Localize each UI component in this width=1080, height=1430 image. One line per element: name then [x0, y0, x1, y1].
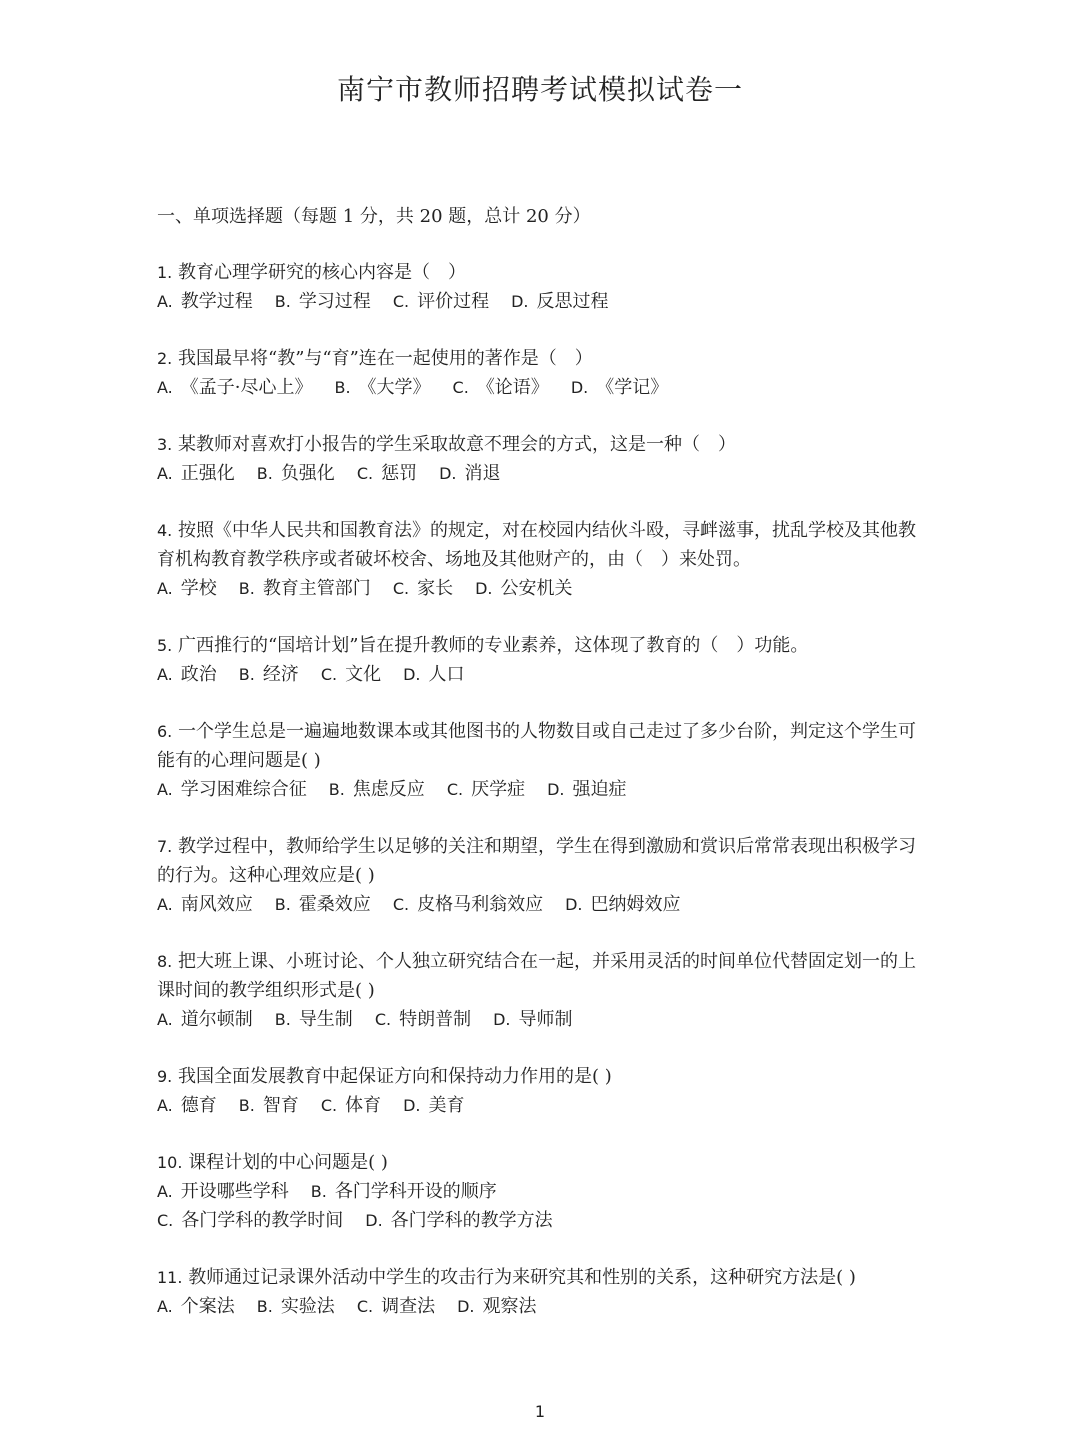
option-letter: A.: [157, 378, 173, 397]
question-number: 2.: [157, 349, 173, 368]
option-letter: B.: [334, 378, 351, 397]
option-line: [157, 459, 927, 488]
question-stem: 广西推行的“国培计划”旨在提升教师的专业素养，这体现了教育的（ ）功能。: [178, 635, 809, 656]
option-text: 人口: [428, 664, 465, 685]
option-line: [157, 287, 927, 316]
answer-option: [475, 574, 572, 603]
option-text: 皮格马利翁效应: [417, 894, 544, 915]
option-text: 经济: [262, 664, 299, 685]
option-text: 《大学》: [358, 377, 431, 398]
option-letter: A.: [157, 464, 173, 483]
question-stem: 把大班上课、小班讨论、个人独立研究结合在一起，并采用灵活的时间单位代替固定划一的上课时间的教学组织形式是( ): [157, 951, 916, 1001]
answer-option: [157, 1177, 289, 1206]
option-letter: A.: [157, 579, 173, 598]
option-letter: C.: [392, 579, 410, 598]
question-stem: 我国最早将“教”与“育”连在一起使用的著作是（ ）: [178, 348, 593, 369]
question-item: [157, 717, 927, 804]
answer-option: [547, 775, 626, 804]
option-text: 德育: [180, 1095, 217, 1116]
option-line: [157, 574, 927, 603]
question-stem: 一个学生总是一遍遍地数课本或其他图书的人物数目或自己走过了多少台阶，判定这个学生可能有的心理问题是( ): [157, 721, 916, 771]
option-text: 道尔顿制: [180, 1009, 253, 1030]
answer-option: [257, 1292, 335, 1321]
option-text: 消退: [464, 463, 501, 484]
option-letter: D.: [570, 378, 589, 397]
answer-option: [321, 660, 381, 689]
option-text: 负强化: [280, 463, 335, 484]
answer-option: [393, 287, 489, 316]
page-title: 南宁市教师招聘考试模拟试卷一: [336, 73, 743, 106]
question-item: [157, 947, 927, 1034]
option-line: [157, 660, 927, 689]
question-item: [157, 1148, 927, 1235]
question-stem: 教学过程中，教师给学生以足够的关注和期望，学生在得到激励和赏识后常常表现出积极学习的行为。这种心理效应是( ): [157, 836, 916, 886]
option-text: 《学记》: [596, 377, 669, 398]
answer-option: [239, 660, 299, 689]
option-letter: B.: [274, 895, 291, 914]
option-text: 公安机关: [500, 578, 573, 599]
option-line: [157, 775, 927, 804]
option-text: 学习过程: [298, 291, 371, 312]
question-number: 5.: [157, 636, 173, 655]
answer-option: [275, 890, 371, 919]
question-text: [157, 1148, 927, 1177]
question-text: [157, 344, 927, 373]
option-text: 文化: [345, 664, 382, 685]
option-letter: A.: [157, 1297, 173, 1316]
option-text: 学习困难综合征: [180, 779, 307, 800]
question-text: [157, 430, 927, 459]
question-text: [157, 258, 927, 287]
question-item: [157, 631, 927, 689]
option-text: 《孟子·尽心上》: [180, 377, 313, 398]
option-letter: D.: [403, 665, 421, 684]
question-item: [157, 1062, 927, 1120]
option-letter: A.: [157, 1010, 173, 1029]
answer-option: [357, 1292, 435, 1321]
question-text: [157, 1062, 927, 1091]
option-line: [157, 1177, 927, 1206]
option-letter: C.: [392, 292, 410, 311]
answer-option: [157, 287, 253, 316]
option-line: [157, 890, 927, 919]
section-header: 一、单项选择题（每题 1 分，共 20 题，总计 20 分）: [157, 206, 591, 227]
option-text: 特朗普制: [399, 1009, 472, 1030]
answer-option: [565, 890, 680, 919]
question-stem: 教师通过记录课外活动中学生的攻击行为来研究其和性别的关系，这种研究方法是( ): [188, 1267, 856, 1288]
option-letter: D.: [475, 579, 493, 598]
question-stem: 某教师对喜欢打小报告的学生采取故意不理会的方式，这是一种（ ）: [178, 434, 736, 455]
option-text: 巴纳姆效应: [590, 894, 681, 915]
option-text: 厌学症: [471, 779, 526, 800]
option-letter: D.: [439, 464, 457, 483]
option-text: 教育主管部门: [262, 578, 371, 599]
question-stem: 我国全面发展教育中起保证方向和保持动力作用的是( ): [178, 1066, 612, 1087]
question-stem: 按照《中华人民共和国教育法》的规定，对在校园内结伙斗殴，寻衅滋事，扰乱学校及其他教育机构教育教学秩序或者破坏校舍、场地及其他财产的，由（ ）来处罚。: [157, 520, 916, 570]
option-letter: D.: [547, 780, 565, 799]
answer-option: [453, 373, 549, 402]
option-letter: C.: [446, 780, 464, 799]
answer-option: [365, 1206, 552, 1235]
option-text: 体育: [345, 1095, 382, 1116]
question-number: 1.: [157, 263, 173, 282]
question-number: 9.: [157, 1067, 173, 1086]
option-letter: C.: [356, 1297, 374, 1316]
option-letter: A.: [157, 1096, 173, 1115]
option-text: 评价过程: [417, 291, 490, 312]
question-text: [157, 631, 927, 660]
answer-option: [157, 1206, 343, 1235]
option-letter: C.: [392, 895, 410, 914]
option-letter: B.: [310, 1182, 327, 1201]
option-line: [157, 1292, 927, 1321]
option-letter: D.: [403, 1096, 421, 1115]
option-letter: D.: [511, 292, 529, 311]
option-letter: B.: [274, 1010, 291, 1029]
option-letter: D.: [493, 1010, 511, 1029]
option-line: [157, 373, 927, 402]
option-letter: A.: [157, 780, 173, 799]
answer-option: [493, 1005, 572, 1034]
answer-option: [439, 459, 500, 488]
option-letter: A.: [157, 1182, 173, 1201]
question-stem: 教育心理学研究的核心内容是（ ）: [178, 262, 466, 283]
answer-option: [571, 373, 668, 402]
answer-option: [157, 373, 312, 402]
question-item: [157, 344, 927, 402]
option-letter: B.: [238, 579, 255, 598]
answer-option: [275, 1005, 353, 1034]
option-letter: B.: [328, 780, 345, 799]
question-text: [157, 1263, 927, 1292]
answer-option: [257, 459, 335, 488]
option-text: 导生制: [298, 1009, 353, 1030]
option-letter: B.: [256, 464, 273, 483]
option-line: [157, 1005, 927, 1034]
option-letter: A.: [157, 292, 173, 311]
answer-option: [157, 660, 217, 689]
option-letter: B.: [274, 292, 291, 311]
answer-option: [447, 775, 525, 804]
answer-option: [157, 1091, 217, 1120]
option-letter: C.: [374, 1010, 392, 1029]
question-text: [157, 947, 927, 1005]
answer-option: [329, 775, 425, 804]
question-number: 8.: [157, 952, 173, 971]
option-text: 各门学科的教学时间: [181, 1210, 344, 1231]
answer-option: [357, 459, 417, 488]
question-item: [157, 430, 927, 488]
answer-option: [157, 890, 253, 919]
option-text: 观察法: [482, 1296, 537, 1317]
option-text: 焦虑反应: [352, 779, 425, 800]
option-text: 实验法: [280, 1296, 335, 1317]
question-number: 10.: [157, 1153, 183, 1172]
option-text: 学校: [180, 578, 217, 599]
option-text: 导师制: [518, 1009, 573, 1030]
answer-option: [239, 574, 371, 603]
option-text: 智育: [262, 1095, 299, 1116]
answer-option: [157, 1005, 253, 1034]
question-number: 6.: [157, 722, 173, 741]
option-text: 反思过程: [536, 291, 609, 312]
option-letter: A.: [157, 895, 173, 914]
option-letter: A.: [157, 665, 173, 684]
option-text: 惩罚: [381, 463, 418, 484]
question-text: [157, 516, 927, 574]
option-text: 强迫症: [572, 779, 627, 800]
answer-option: [157, 574, 217, 603]
answer-option: [321, 1091, 381, 1120]
question-text: [157, 717, 927, 775]
page-number: 1: [534, 1402, 546, 1421]
option-text: 《论语》: [476, 377, 549, 398]
question-item: [157, 832, 927, 919]
answer-option: [334, 373, 430, 402]
option-letter: C.: [320, 665, 338, 684]
option-letter: C.: [356, 464, 374, 483]
option-letter: B.: [238, 665, 255, 684]
option-text: 各门学科的教学方法: [390, 1210, 553, 1231]
answer-option: [239, 1091, 299, 1120]
option-letter: C.: [320, 1096, 338, 1115]
answer-option: [157, 775, 307, 804]
question-item: [157, 1263, 927, 1321]
option-letter: D.: [365, 1211, 383, 1230]
question-stem: 课程计划的中心问题是( ): [188, 1152, 388, 1173]
answer-option: [403, 660, 464, 689]
option-letter: B.: [256, 1297, 273, 1316]
question-number: 3.: [157, 435, 173, 454]
answer-option: [157, 1292, 235, 1321]
option-text: 南风效应: [180, 894, 253, 915]
answer-option: [275, 287, 371, 316]
option-letter: C.: [452, 378, 469, 397]
option-text: 各门学科开设的顺序: [334, 1181, 497, 1202]
question-number: 11.: [157, 1268, 183, 1287]
option-letter: D.: [457, 1297, 475, 1316]
option-text: 教学过程: [180, 291, 253, 312]
option-text: 美育: [428, 1095, 465, 1116]
answer-option: [375, 1005, 471, 1034]
option-text: 个案法: [180, 1296, 235, 1317]
answer-option: [457, 1292, 536, 1321]
option-letter: C.: [157, 1211, 174, 1230]
option-line: [157, 1091, 927, 1120]
question-text: [157, 832, 927, 890]
question-number: 7.: [157, 837, 173, 856]
question-item: [157, 516, 927, 603]
option-text: 家长: [417, 578, 454, 599]
option-text: 正强化: [180, 463, 235, 484]
question-number: 4.: [157, 521, 173, 540]
option-letter: B.: [238, 1096, 255, 1115]
answer-option: [403, 1091, 464, 1120]
answer-option: [511, 287, 608, 316]
option-text: 霍桑效应: [298, 894, 371, 915]
option-text: 调查法: [381, 1296, 436, 1317]
answer-option: [393, 574, 453, 603]
answer-option: [393, 890, 543, 919]
answer-option: [157, 459, 235, 488]
question-list: [157, 258, 927, 1349]
option-line: [157, 1206, 927, 1235]
option-letter: D.: [565, 895, 583, 914]
question-item: [157, 258, 927, 316]
option-text: 政治: [180, 664, 217, 685]
option-text: 开设哪些学科: [180, 1181, 289, 1202]
answer-option: [311, 1177, 497, 1206]
